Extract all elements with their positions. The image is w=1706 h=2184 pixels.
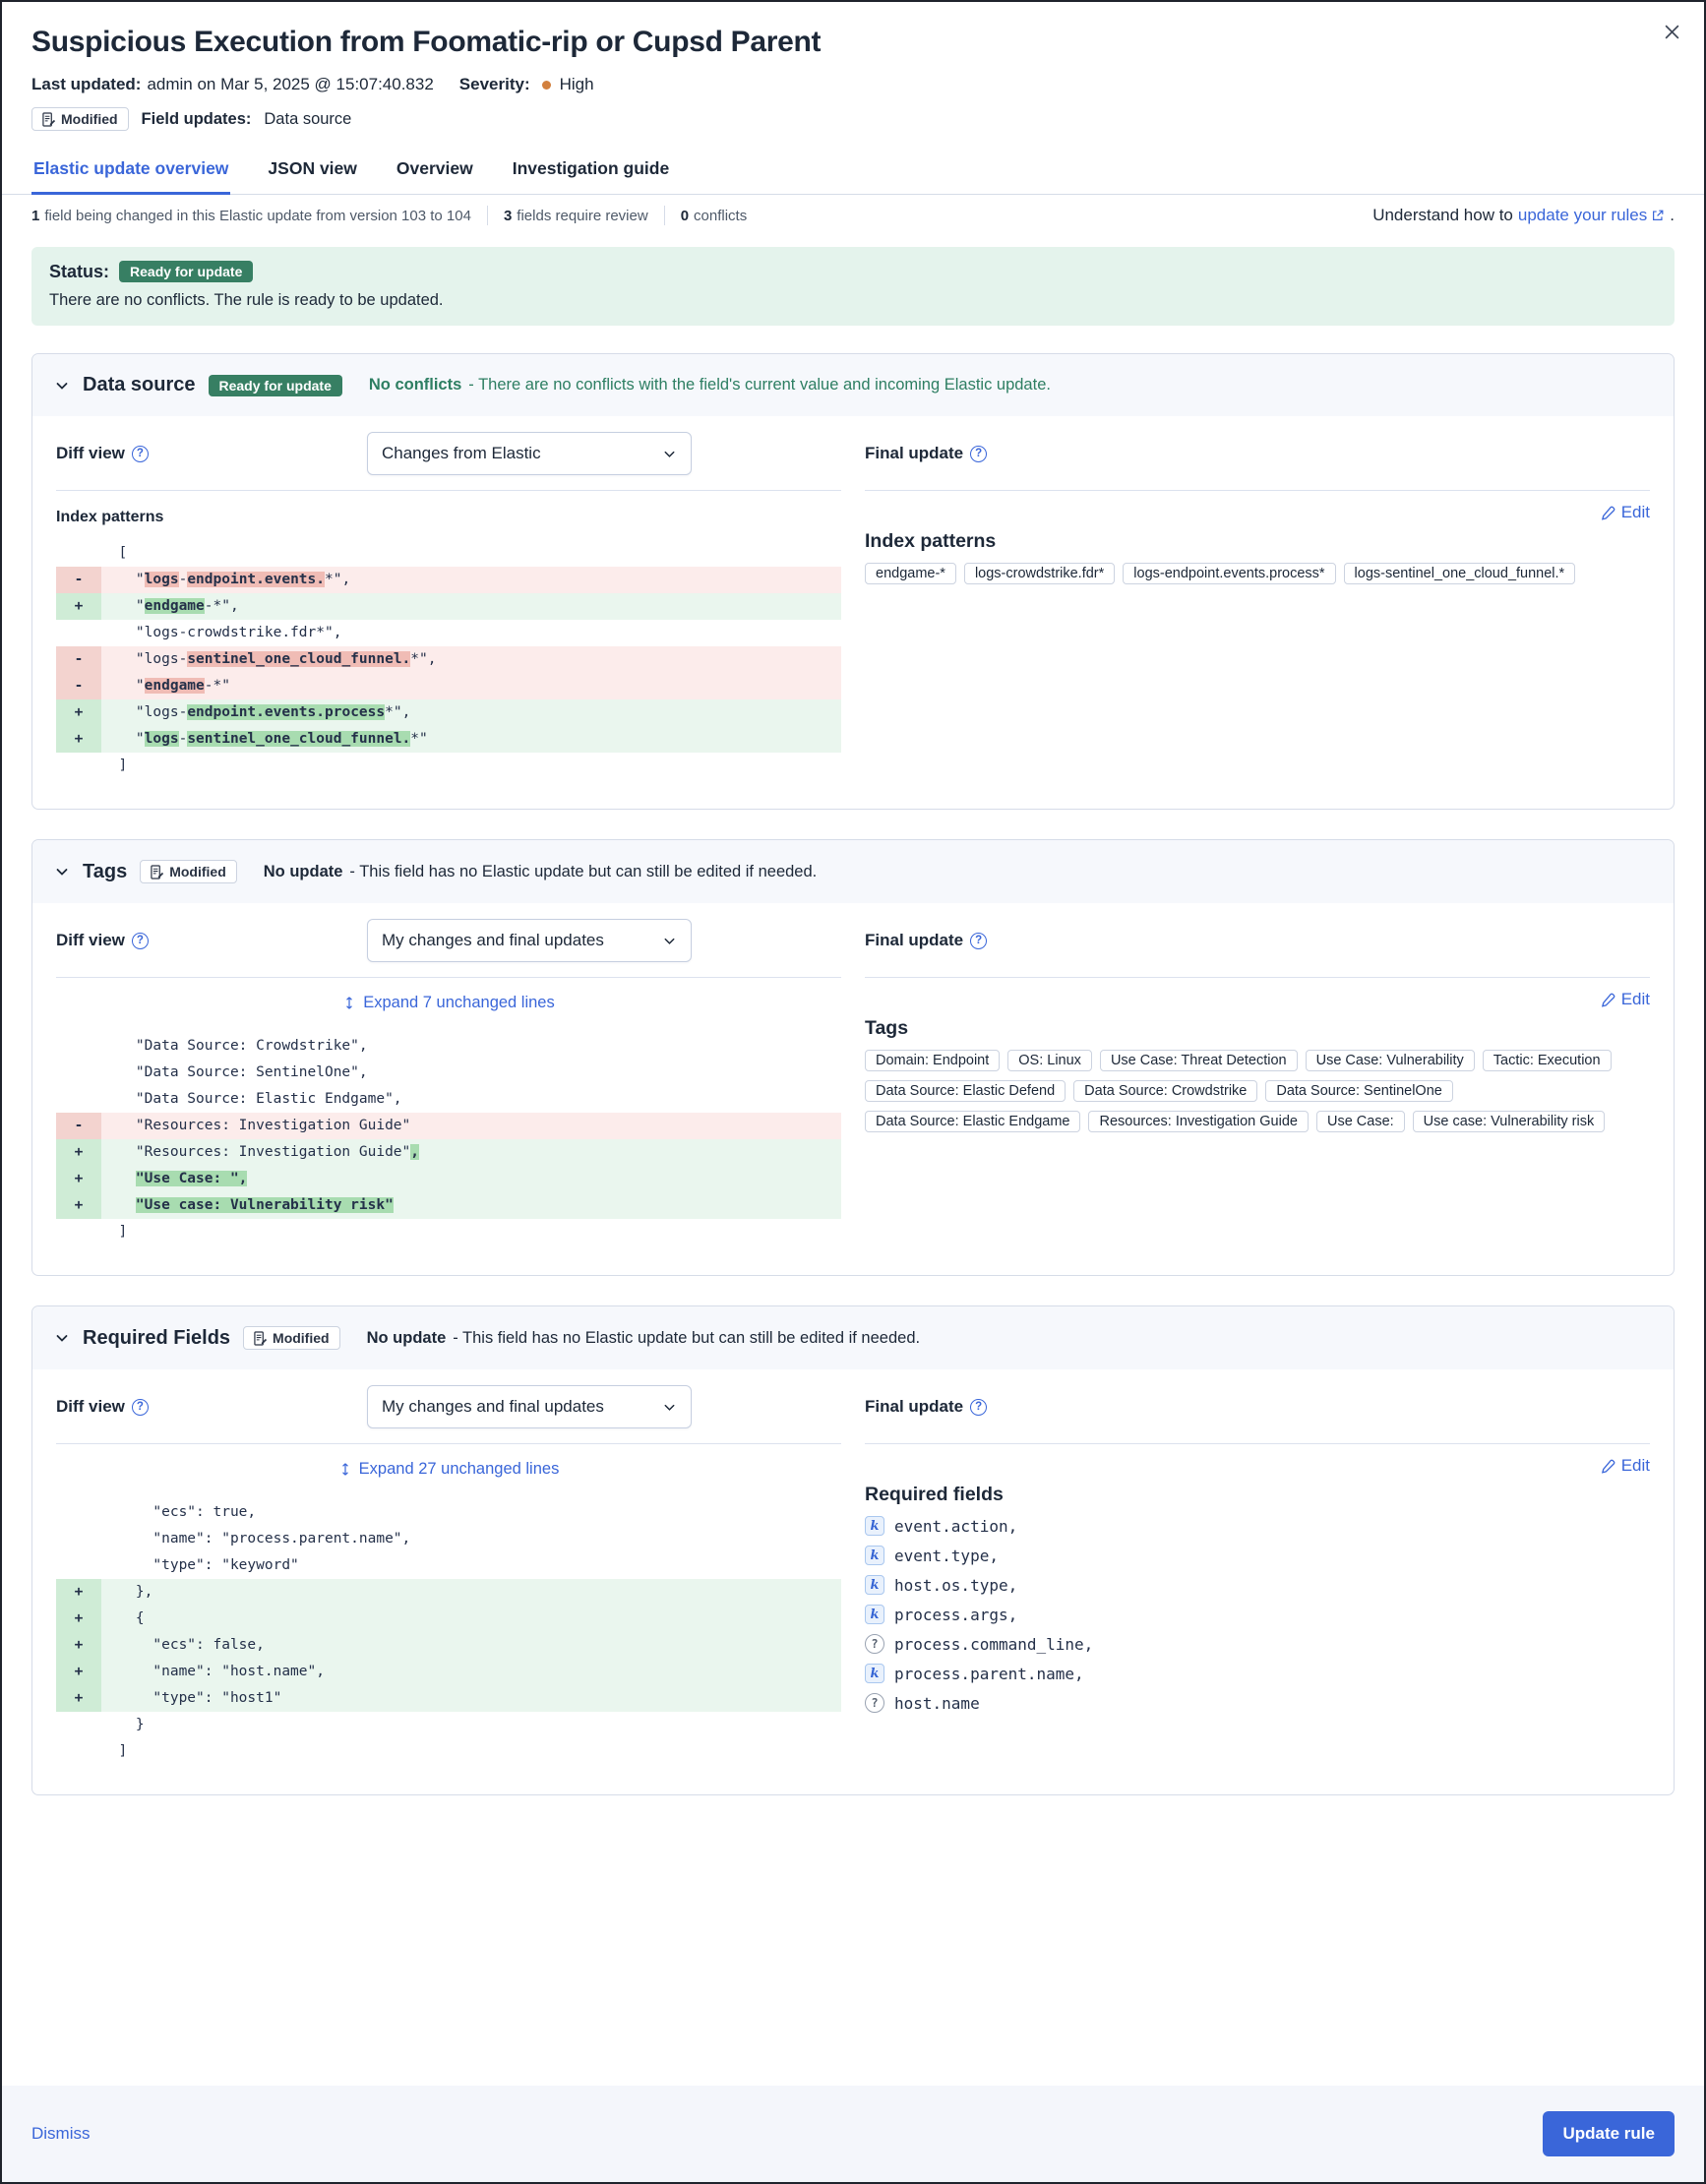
keyword-field-icon: k xyxy=(865,1575,884,1595)
required-field-item xyxy=(865,1546,1650,1565)
document-edit-icon xyxy=(151,865,163,880)
section-required-fields xyxy=(31,1305,1675,1795)
badge: Data Source: SentinelOne xyxy=(1265,1080,1452,1102)
section-title: Tags xyxy=(83,860,128,882)
field-name: process.command_line, xyxy=(894,1634,1094,1654)
final-required-fields-heading: Required fields xyxy=(865,1484,1004,1505)
diff-line: + "Use case: Vulnerability risk" xyxy=(56,1192,841,1219)
diff-view-label: Diff view ? xyxy=(56,444,149,463)
badge: Data Source: Elastic Defend xyxy=(865,1080,1066,1102)
help-icon[interactable]: ? xyxy=(132,933,149,949)
badge: logs-sentinel_one_cloud_funnel.* xyxy=(1344,563,1576,584)
tags-accordion-header[interactable] xyxy=(32,840,1674,903)
edit-button[interactable]: Edit xyxy=(1601,1456,1650,1476)
unknown-field-icon: ? xyxy=(865,1634,884,1654)
help-icon[interactable]: ? xyxy=(132,446,149,462)
field-name: process.parent.name, xyxy=(894,1664,1084,1683)
diff-line: + "Use Case: ", xyxy=(56,1166,841,1192)
required-fields-list xyxy=(865,1516,1650,1713)
badge: Use Case: xyxy=(1316,1111,1405,1132)
expand-unchanged-link[interactable]: Expand 7 unchanged lines xyxy=(342,994,555,1012)
required-field-item xyxy=(865,1693,1650,1713)
section-status: No update - This field has no Elastic update but can still be edited if needed. xyxy=(263,862,818,880)
help-icon[interactable]: ? xyxy=(970,446,987,462)
index-patterns-diff xyxy=(56,540,841,779)
help-icon[interactable]: ? xyxy=(132,1399,149,1416)
badge: logs-crowdstrike.fdr* xyxy=(964,563,1115,584)
diff-line: + { xyxy=(56,1606,841,1632)
expand-icon xyxy=(342,996,356,1010)
diff-line: - "Resources: Investigation Guide" xyxy=(56,1113,841,1139)
last-updated-label: Last updated: xyxy=(31,75,142,93)
field-updates-value: Data source xyxy=(264,109,352,128)
keyword-field-icon: k xyxy=(865,1605,884,1624)
diff-line: - "logs-endpoint.events.*", xyxy=(56,567,841,593)
edit-button[interactable]: Edit xyxy=(1601,503,1650,522)
badge: Use Case: Threat Detection xyxy=(1100,1050,1298,1071)
tab-investigation-guide[interactable]: Investigation guide xyxy=(512,158,670,178)
diff-view-label: Diff view ? xyxy=(56,931,149,950)
keyword-field-icon: k xyxy=(865,1664,884,1683)
field-name: event.action, xyxy=(894,1516,1018,1536)
final-index-patterns-heading: Index patterns xyxy=(865,530,997,552)
page-title: Suspicious Execution from Foomatic-rip or Cupsd Parent xyxy=(31,26,822,58)
final-update-label: Final update ? xyxy=(865,919,1650,962)
diff-line: + "type": "host1" xyxy=(56,1685,841,1712)
dismiss-button[interactable]: Dismiss xyxy=(31,2124,91,2143)
diff-line: + "logs-sentinel_one_cloud_funnel.*" xyxy=(56,726,841,753)
field-updates-label: Field updates: xyxy=(141,109,252,128)
diff-line: [ xyxy=(101,545,128,561)
data-source-accordion-header[interactable] xyxy=(32,354,1674,416)
required-field-item xyxy=(865,1516,1650,1536)
conflicts-stat: 0 conflicts xyxy=(680,207,748,224)
modified-badge: Modified xyxy=(140,860,237,883)
badge: Tactic: Execution xyxy=(1483,1050,1612,1071)
required-field-item xyxy=(865,1634,1650,1654)
severity-dot xyxy=(542,81,551,90)
diff-line: + "Resources: Investigation Guide", xyxy=(56,1139,841,1166)
diff-line: "name": "process.parent.name", xyxy=(101,1531,411,1547)
index-patterns-label: Index patterns xyxy=(56,509,164,525)
tab-bar xyxy=(2,149,1704,195)
section-data-source xyxy=(31,353,1675,810)
update-your-rules-link[interactable]: update your rules xyxy=(1518,206,1665,225)
keyword-field-icon: k xyxy=(865,1546,884,1565)
severity-value: High xyxy=(559,75,594,93)
status-label: Status: xyxy=(49,261,110,281)
chevron-down-icon xyxy=(54,1330,70,1346)
diff-line: ] xyxy=(101,758,128,773)
tab-overview[interactable]: Overview xyxy=(396,158,473,178)
section-status: No conflicts - There are no conflicts with the field's current value and incoming Elastic update. xyxy=(368,376,1051,394)
diff-line: + "logs-endpoint.events.process*", xyxy=(56,699,841,726)
required-field-item xyxy=(865,1575,1650,1595)
diff-line: "Data Source: Elastic Endgame", xyxy=(101,1091,402,1107)
diff-line: "Data Source: SentinelOne", xyxy=(101,1064,368,1080)
last-updated-value: admin on Mar 5, 2025 @ 15:07:40.832 xyxy=(147,75,434,93)
tab-elastic-update-overview[interactable]: Elastic update overview xyxy=(31,149,230,195)
diff-line: "ecs": true, xyxy=(101,1504,257,1520)
keyword-field-icon: k xyxy=(865,1516,884,1536)
status-callout xyxy=(31,247,1675,326)
document-edit-icon xyxy=(42,112,55,127)
required-field-item xyxy=(865,1664,1650,1683)
pencil-icon xyxy=(1601,506,1615,520)
document-edit-icon xyxy=(254,1331,267,1346)
help-icon[interactable]: ? xyxy=(970,933,987,949)
badge: Resources: Investigation Guide xyxy=(1088,1111,1309,1132)
diff-line: ] xyxy=(101,1743,128,1759)
fields-changed-stat: 1 field being changed in this Elastic update from version 103 to 104 xyxy=(31,207,471,224)
required-fields-accordion-header[interactable] xyxy=(32,1306,1674,1369)
section-tags xyxy=(31,839,1675,1276)
diff-view-select[interactable]: My changes and final updates xyxy=(367,1385,692,1428)
field-name: host.name xyxy=(894,1693,980,1713)
badge: Data Source: Crowdstrike xyxy=(1073,1080,1257,1102)
badge: logs-endpoint.events.process* xyxy=(1123,563,1335,584)
final-update-label: Final update ? xyxy=(865,432,1650,475)
index-pattern-badges xyxy=(865,563,1650,593)
diff-line: + "ecs": false, xyxy=(56,1632,841,1659)
chevron-down-icon xyxy=(662,1400,677,1415)
status-badge: Ready for update xyxy=(119,261,253,282)
ready-for-update-badge: Ready for update xyxy=(209,375,342,396)
section-title: Data source xyxy=(83,374,196,395)
required-field-item xyxy=(865,1605,1650,1624)
edit-button[interactable]: Edit xyxy=(1601,990,1650,1009)
tags-diff xyxy=(56,1033,841,1245)
badge: Use case: Vulnerability risk xyxy=(1413,1111,1606,1132)
pencil-icon xyxy=(1601,1459,1615,1474)
badge: Use Case: Vulnerability xyxy=(1306,1050,1475,1071)
external-link-icon xyxy=(1651,209,1665,222)
section-status: No update - This field has no Elastic update but can still be edited if needed. xyxy=(366,1328,921,1347)
diff-line: "Data Source: Crowdstrike", xyxy=(101,1038,368,1054)
diff-view-label: Diff view ? xyxy=(56,1397,149,1417)
diff-line: - "logs-sentinel_one_cloud_funnel.*", xyxy=(56,646,841,673)
severity-label: Severity: xyxy=(458,75,530,93)
diff-view-select[interactable]: My changes and final updates xyxy=(367,919,692,962)
badge: Data Source: Elastic Endgame xyxy=(865,1111,1080,1132)
diff-line: + "name": "host.name", xyxy=(56,1659,841,1685)
final-update-label: Final update ? xyxy=(865,1385,1650,1428)
badge: OS: Linux xyxy=(1007,1050,1092,1071)
update-summary-bar xyxy=(2,195,1704,235)
tab-json-view[interactable]: JSON view xyxy=(268,158,357,178)
required-fields-diff xyxy=(56,1499,841,1765)
rule-update-flyout xyxy=(2,2,1704,2086)
diff-line: + "endgame-*", xyxy=(56,593,841,620)
flyout-footer xyxy=(2,2086,1704,2182)
tag-badges xyxy=(865,1050,1650,1141)
modified-badge: Modified xyxy=(243,1326,340,1350)
diff-line: - "endgame-*" xyxy=(56,673,841,699)
status-message: There are no conflicts. The rule is ready to be updated. xyxy=(49,291,444,309)
diff-line: "logs-crowdstrike.fdr*", xyxy=(101,625,342,640)
update-rule-button[interactable]: Update rule xyxy=(1543,2111,1675,2156)
diff-view-select[interactable]: Changes from Elastic xyxy=(367,432,692,475)
unknown-field-icon: ? xyxy=(865,1693,884,1713)
diff-line: } xyxy=(101,1717,145,1732)
diff-line: + }, xyxy=(56,1579,841,1606)
expand-icon xyxy=(338,1462,352,1477)
modified-badge-label: Modified xyxy=(61,111,118,127)
chevron-down-icon xyxy=(662,447,677,461)
close-icon[interactable] xyxy=(1660,20,1684,47)
pencil-icon xyxy=(1601,993,1615,1007)
diff-line: ] xyxy=(101,1224,128,1240)
understand-help: Understand how to update your rules . xyxy=(1372,206,1675,224)
section-title: Required Fields xyxy=(83,1326,231,1349)
chevron-down-icon xyxy=(662,934,677,948)
help-icon[interactable]: ? xyxy=(970,1399,987,1416)
rule-meta xyxy=(31,75,1675,94)
expand-unchanged-link[interactable]: Expand 27 unchanged lines xyxy=(338,1460,560,1479)
badge: endgame-* xyxy=(865,563,956,584)
field-name: host.os.type, xyxy=(894,1575,1018,1595)
modified-badge xyxy=(31,107,129,131)
badge: Domain: Endpoint xyxy=(865,1050,1000,1071)
field-name: process.args, xyxy=(894,1605,1018,1624)
diff-line: "type": "keyword" xyxy=(101,1557,299,1573)
final-tags-heading: Tags xyxy=(865,1017,909,1039)
field-name: event.type, xyxy=(894,1546,999,1565)
chevron-down-icon xyxy=(54,864,70,880)
fields-review-stat: 3 fields require review xyxy=(503,207,648,224)
chevron-down-icon xyxy=(54,378,70,394)
